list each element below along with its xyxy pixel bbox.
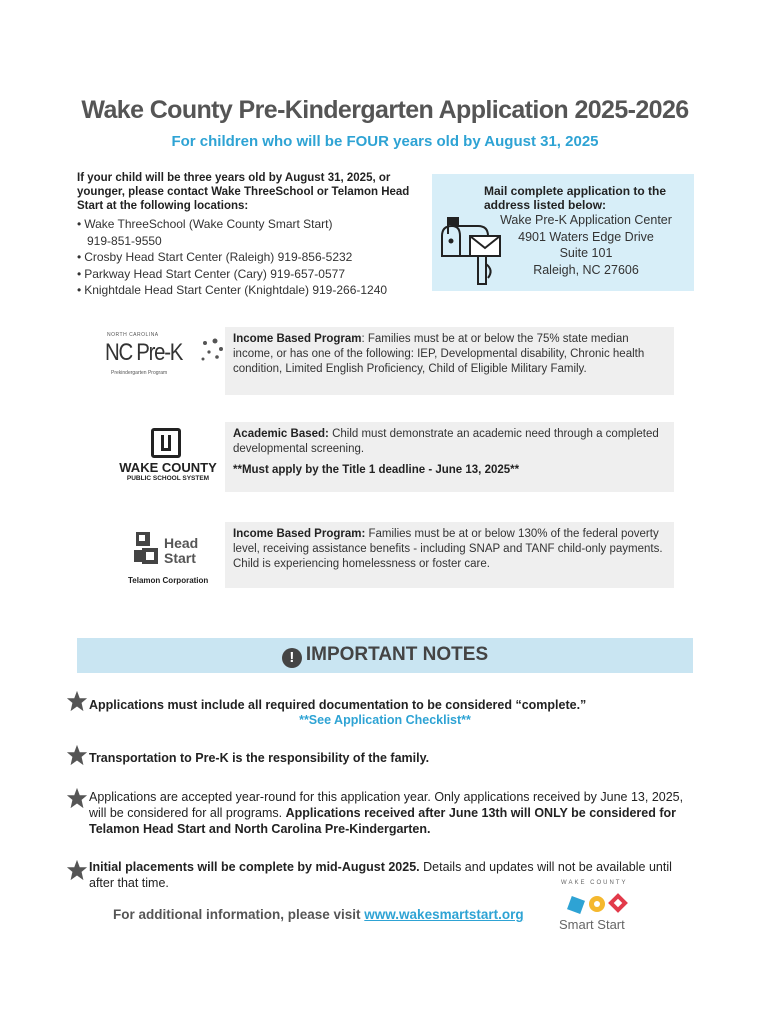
address-line: Raleigh, NC 27606	[533, 262, 639, 277]
location-phone: 919-851-9550	[87, 233, 162, 248]
note-documentation: Applications must include all required documentation to be considered “complete.”	[89, 698, 587, 712]
smart-start-logo	[557, 880, 643, 936]
mail-address	[478, 212, 694, 278]
location-item: • Crosby Head Start Center (Raleigh) 919-856-5232	[77, 250, 353, 265]
checklist-link[interactable]: **See Application Checklist**	[299, 713, 471, 727]
head-start-logo-word1: Head	[164, 535, 199, 551]
blocks-icon	[134, 530, 160, 564]
address-line: Wake Pre-K Application Center	[500, 213, 672, 227]
program-label: Income Based Program:	[233, 528, 366, 540]
program-label: Academic Based:	[233, 428, 329, 440]
star-icon	[66, 787, 88, 809]
head-start-logo-sub: Telamon Corporation	[128, 576, 209, 585]
stars-icon	[197, 337, 227, 367]
note-deadline-text: Applications are accepted year-round for this application year. Only applications received by June 13, 2025, will be considered for all programs.	[89, 790, 684, 820]
location-name: Wake ThreeSchool (Wake County Smart Start)	[84, 217, 333, 232]
program-academic	[225, 422, 674, 492]
note-placements-text: Details and updates will not be available until after that time.	[89, 860, 672, 890]
wcpss-logo	[112, 428, 224, 486]
program-deadline: **Must apply by the Title 1 deadline - June 13, 2025**	[233, 464, 520, 476]
location-list	[77, 216, 437, 299]
location-item: • Knightdale Head Start Center (Knightdale) 919-266-1240	[77, 283, 388, 298]
location-text: Knightdale Head Start Center (Knightdale) 919-266-1240	[84, 283, 388, 298]
notes-title-text: IMPORTANT NOTES	[305, 644, 489, 665]
location-item: • Parkway Head Start Center (Cary) 919-657-0577	[77, 266, 345, 281]
exclamation-icon: !	[282, 648, 302, 668]
note-deadline-bold: Applications received after June 13th will ONLY be considered for Telamon Head Start and North Carolina Pre-Kindergarten.	[89, 806, 677, 836]
program-text: Families must be at or below 130% of the federal poverty level, receiving assistance benefits - including SNAP and TANF child-only payments. Child is experiencing homelessness or foster care.	[233, 528, 663, 570]
head-start-logo	[124, 528, 224, 590]
program-label: Income Based Program	[233, 333, 362, 345]
head-start-logo-word2: Start	[164, 550, 196, 566]
page-title: Wake County Pre-Kindergarten Application 2025-2026	[81, 96, 689, 124]
nc-prek-logo-top: NORTH CAROLINA	[107, 332, 159, 338]
program-nc-prek	[225, 327, 674, 395]
location-item: • Wake ThreeSchool (Wake County Smart Start) 919-851-9550	[77, 216, 437, 249]
additional-info	[113, 907, 524, 922]
smart-start-shapes-icon	[565, 890, 635, 916]
program-text: : Families must be at or below the 75% state median income, or has one of the following: IEP, Developmental disability, Chronic health condition, Limited English Proficiency, Child of Eligible Military Family.	[233, 333, 645, 375]
note-placements-bold: Initial placements will be complete by mid-August 2025.	[89, 860, 420, 874]
nc-prek-logo	[105, 332, 225, 380]
mail-heading: Mail complete application to the address listed below:	[484, 184, 667, 212]
nc-prek-logo-sub: Prekindergarten Program	[111, 370, 168, 376]
smart-start-logo-bottom: Smart Start	[559, 917, 625, 932]
wcpss-emblem-icon	[151, 428, 181, 458]
three-year-old-info	[77, 172, 437, 299]
important-notes-bar	[77, 638, 693, 673]
note-deadline	[89, 789, 694, 837]
page-subtitle: For children who will be FOUR years old by August 31, 2025	[171, 133, 599, 150]
star-icon	[66, 744, 88, 766]
important-notes-title	[77, 644, 693, 668]
three-year-old-lead: If your child will be three years old by August 31, 2025, or younger, please contact Wake ThreeSchool or Telamon Head Start at the following locations:	[77, 172, 410, 212]
star-icon	[66, 690, 88, 712]
additional-info-text: For additional information, please visit	[113, 907, 365, 922]
mail-address-box	[432, 174, 694, 291]
website-link[interactable]: www.wakesmartstart.org	[364, 907, 524, 922]
wcpss-logo-sub: PUBLIC SCHOOL SYSTEM	[126, 475, 210, 482]
note-transportation: Transportation to Pre-K is the responsibility of the family.	[89, 751, 430, 765]
location-text: Parkway Head Start Center (Cary) 919-657-0577	[84, 266, 345, 281]
star-icon	[66, 859, 88, 881]
address-line: 4901 Waters Edge Drive	[518, 229, 654, 244]
program-head-start	[225, 522, 674, 588]
location-text: Crosby Head Start Center (Raleigh) 919-856-5232	[84, 250, 353, 265]
smart-start-logo-top: WAKE COUNTY	[561, 880, 628, 886]
nc-prek-logo-main: NC Pre-K	[105, 339, 183, 366]
wcpss-logo-main: WAKE COUNTY	[119, 460, 217, 475]
address-line: Suite 101	[559, 246, 613, 260]
program-text: Child must demonstrate an academic need through a completed developmental screening.	[233, 428, 659, 455]
